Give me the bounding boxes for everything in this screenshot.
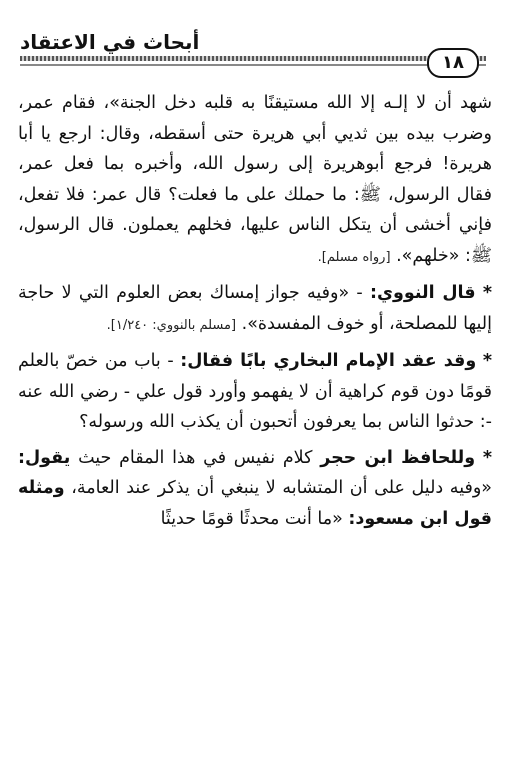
paragraph-text: كلام نفيس في هذا المقام حيث	[78, 447, 313, 468]
paragraph-text-quote-2: «ما أنت محدثًا قومًا حديثًا	[160, 508, 343, 529]
paragraph-text: شهد أن لا إلـه إلا الله مستيقنًا به قلبه دخل الجنة»، فقام عمر، وضرب بيده بين ثديي أبي هريرة حتى أسقطه، وقال: ارجع يا أبا هريرة! فرجع أبوهريرة إلى رسول الله، وأخبره بما فعل عمر، فقال الرسول، ﷺ: ما حملك على ما فعلت؟ قال عمر: فلا تفعل، فإني أخشى أن يتكل الناس عليها، فخلهم يعملون. قال الرسول، ﷺ: «خلهم».	[18, 93, 492, 266]
header-rule	[20, 64, 486, 66]
paragraph-text: - باب من خصّ بالعلم قومًا دون قوم كراهية أن لا يفهمو وأورد قول علي - رضي الله عنه -: حدثوا الناس بما يعرفون أتحبون أن يكذب الله ورسوله؟	[18, 351, 492, 432]
paragraph-text: - «وفيه جواز إمساك بعض العلوم التي لا حاجة إليها للمصلحة، أو خوف المفسدة».	[18, 283, 492, 334]
page-body	[18, 88, 492, 539]
paragraph-nawawi	[18, 278, 492, 341]
paragraph-ibn-hajar	[18, 443, 492, 535]
paragraph-lead-says: يقول:	[18, 447, 71, 468]
header-ornament-band	[20, 56, 486, 61]
source-reference: [مسلم بالنووي: ١/٢٤٠].	[106, 317, 237, 333]
page-header	[0, 0, 508, 82]
star-bullet: *	[482, 351, 492, 371]
paragraph-lead-ibn-masud: ومثله قول ابن مسعود:	[18, 478, 492, 529]
paragraph-lead: قال النووي:	[369, 283, 476, 303]
page-number: ١٨	[427, 48, 479, 78]
paragraph-bukhari	[18, 346, 492, 438]
star-bullet: *	[482, 283, 492, 303]
star-bullet: *	[482, 447, 492, 468]
paragraph-hadith	[18, 88, 492, 273]
book-title: أبحاث في الاعتقاد	[20, 30, 200, 54]
source-reference: [رواه مسلم].	[317, 249, 391, 265]
paragraph-text-quote: «وفيه دليل على أن المتشابه لا ينبغي أن يذكر عند العامة،	[71, 478, 492, 498]
paragraph-lead: وقد عقد الإمام البخاري بابًا فقال:	[180, 351, 477, 371]
paragraph-lead: وللحافظ ابن حجر	[320, 447, 476, 468]
